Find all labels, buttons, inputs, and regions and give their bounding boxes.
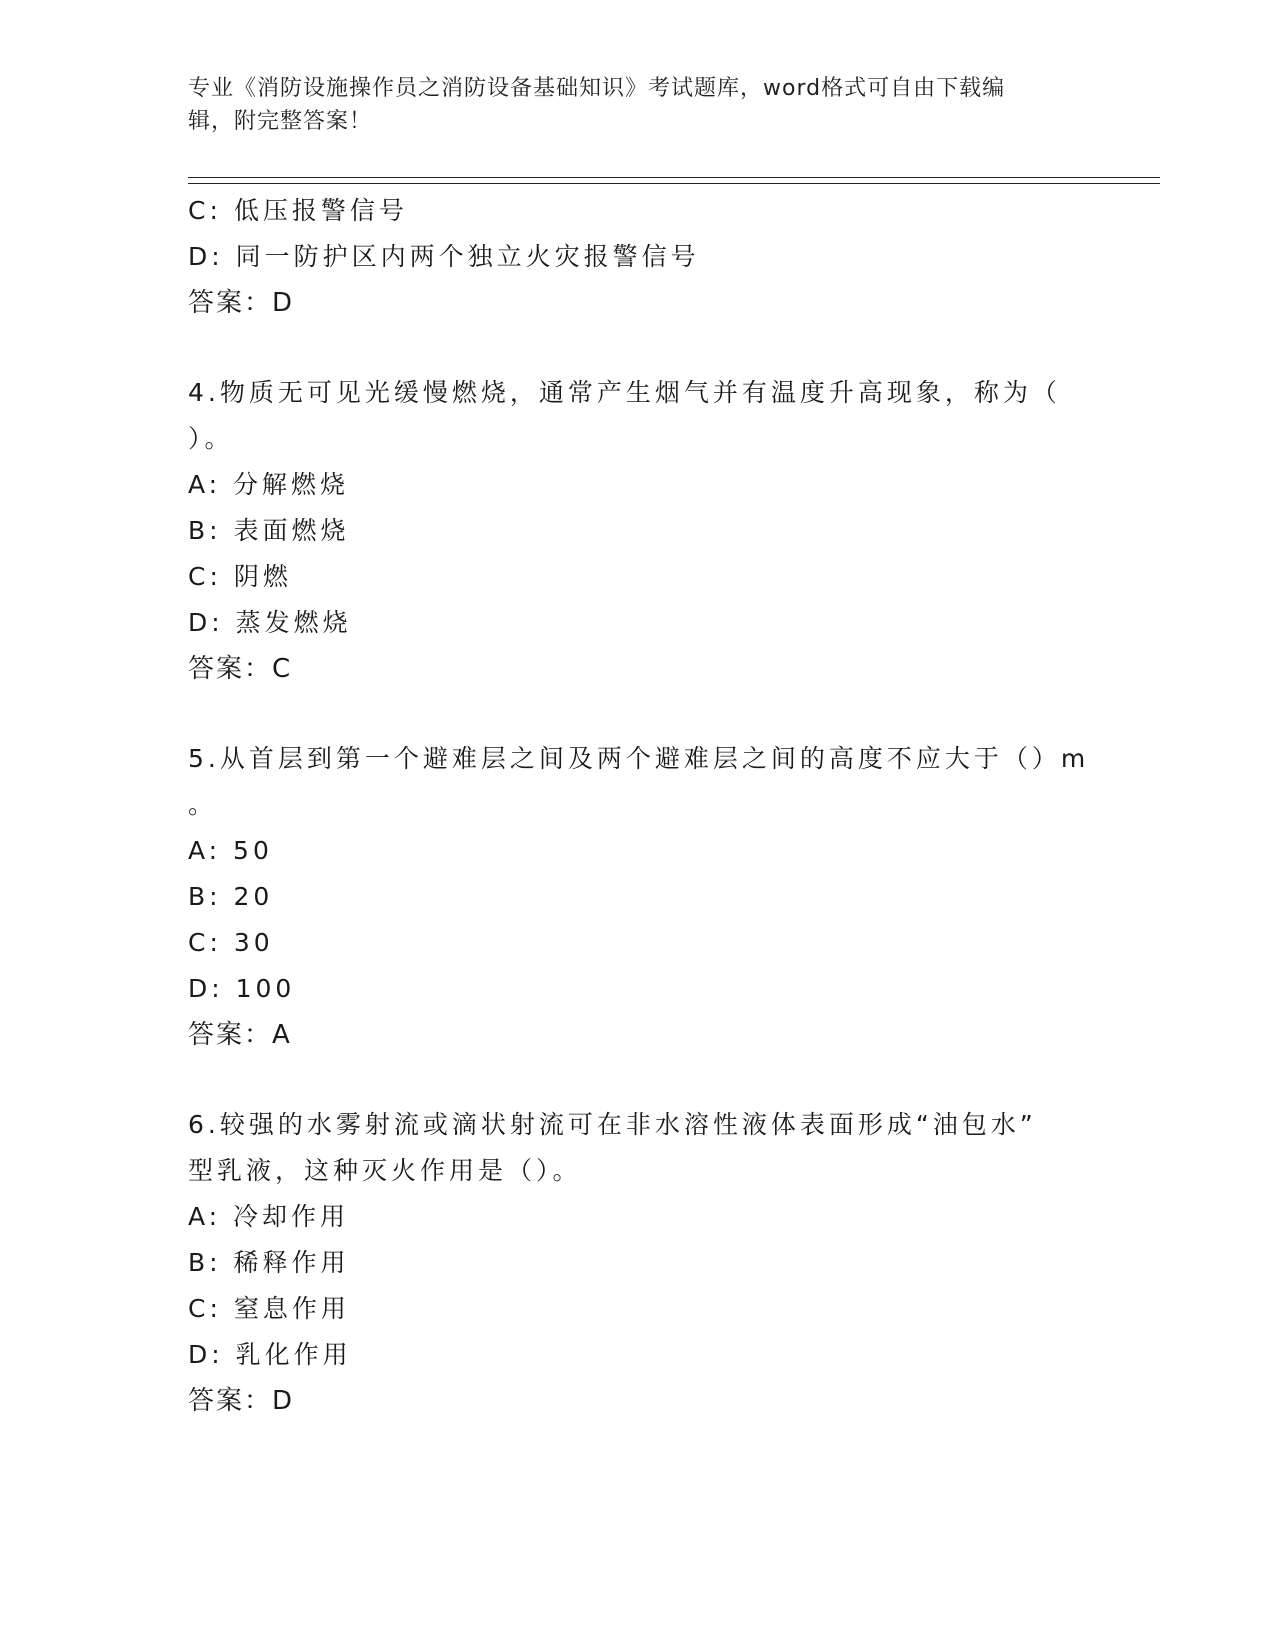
question-block-3 <box>188 188 1088 326</box>
option-d: D: 同一防护区内两个独立火灾报警信号 <box>188 242 700 271</box>
option-a: A: 分解燃烧 <box>188 470 350 499</box>
header-line-1: 专业《消防设施操作员之消防设备基础知识》考试题库，word格式可自由下载编 <box>188 76 1006 101</box>
question-text: 5.从首层到第一个避难层之间及两个避难层之间的高度不应大于（）m <box>188 744 1090 773</box>
option-d: D: 蒸发燃烧 <box>188 608 352 637</box>
option-c: C: 阴燃 <box>188 562 292 591</box>
question-text-cont: 。 <box>188 790 218 819</box>
question-text-cont: 型乳液，这种灭火作用是（）。 <box>188 1156 582 1185</box>
option-d: D: 乳化作用 <box>188 1340 352 1369</box>
option-c: C: 低压报警信号 <box>188 196 408 225</box>
question-content <box>188 188 1088 1424</box>
option-a: A: 冷却作用 <box>188 1202 350 1231</box>
spacer <box>188 692 1088 736</box>
page-header <box>188 72 1068 138</box>
header-double-rule <box>188 177 1160 184</box>
answer: 答案：D <box>188 1386 295 1416</box>
option-b: B: 20 <box>188 882 274 911</box>
question-text: 6.较强的水雾射流或滴状射流可在非水溶性液体表面形成“油包水” <box>188 1110 1037 1139</box>
header-line-2: 辑，附完整答案！ <box>188 109 373 134</box>
question-text-cont: ）。 <box>188 424 234 453</box>
spacer <box>188 1058 1088 1102</box>
option-b: B: 稀释作用 <box>188 1248 350 1277</box>
option-c: C: 30 <box>188 928 274 957</box>
question-block-5 <box>188 736 1088 1058</box>
option-b: B: 表面燃烧 <box>188 516 350 545</box>
question-block-6 <box>188 1102 1088 1424</box>
option-c: C: 窒息作用 <box>188 1294 350 1323</box>
answer: 答案：D <box>188 288 295 318</box>
answer: 答案：C <box>188 654 293 684</box>
option-a: A: 50 <box>188 836 273 865</box>
answer: 答案：A <box>188 1020 292 1050</box>
option-d: D: 100 <box>188 974 296 1003</box>
spacer <box>188 326 1088 370</box>
question-block-4 <box>188 370 1088 692</box>
question-text: 4.物质无可见光缓慢燃烧，通常产生烟气并有温度升高现象，称为（ <box>188 378 1061 407</box>
